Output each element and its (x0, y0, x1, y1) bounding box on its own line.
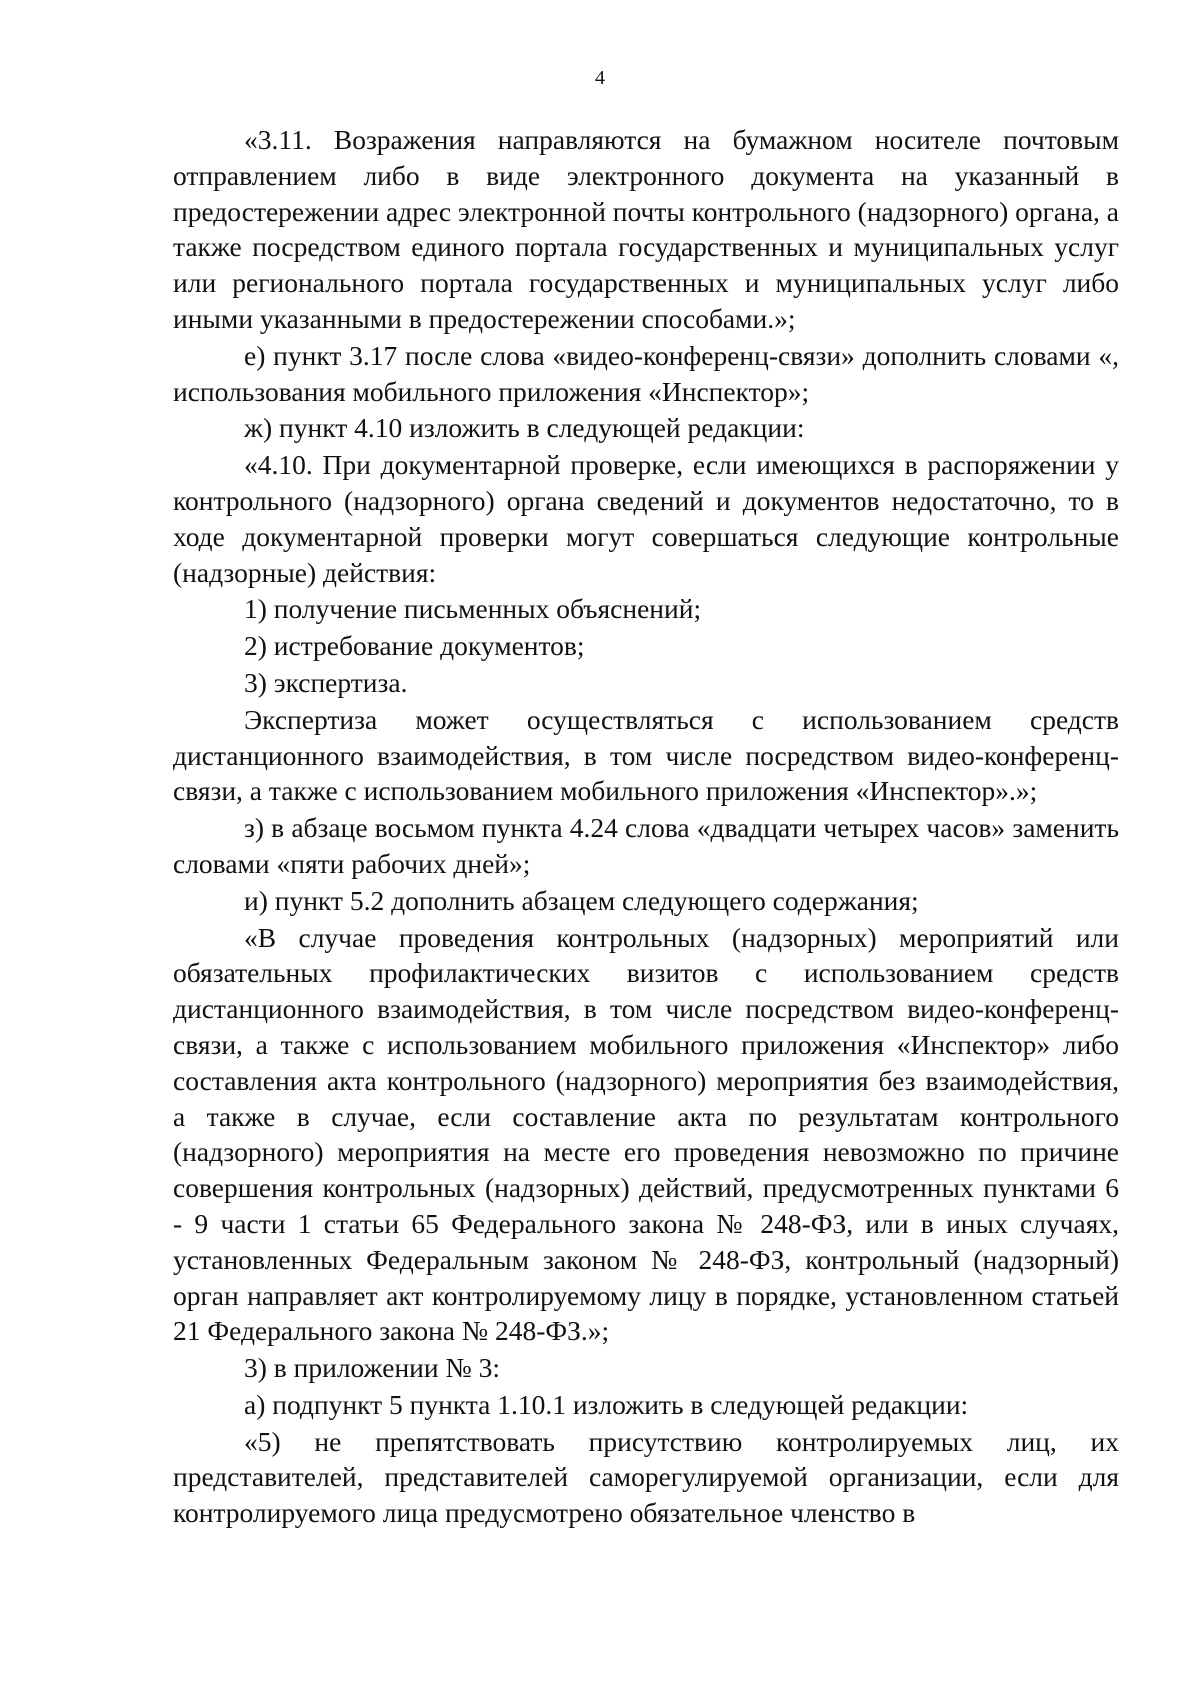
list-item-documents: 2) истребование документов; (244, 630, 585, 662)
paragraph-expertise-remote: Экспертиза может осуществляться с использованием средств дистанционного взаимодействия, в том числе посредством видео-конференц-связи, а также с использованием мобильного приложения «Инспектор».»; (173, 703, 1119, 807)
document-body (173, 122, 1119, 1532)
paragraph-5-2-text: «В случае проведения контрольных (надзорных) мероприятий или обязательных профилактических визитов с использованием средств дистанционного взаимодействия, в том числе посредством видео-конференц-связи, а также с использованием мобильного приложения «Инспектор» либо составления акта контрольного (надзорного) мероприятия без взаимодействия, а также в случае, если составление акта по результатам контрольного (надзорного) мероприятия на месте его проведения невозможно по причине совершения контрольных (надзорных) действий, предусмотренных пунктами 6 - 9 части 1 статьи 65 Федерального закона № 248-ФЗ, или в иных случаях, установленных Федеральным законом № 248-ФЗ, контрольный (надзорный) орган направляет акт контролируемому лицу в порядке, установленном статьей 21 Федерального закона № 248-ФЗ.»; (173, 921, 1119, 1347)
paragraph-amend-3-17: е) пункт 3.17 после слова «видео-конференц-связи» дополнить словами «, использования мобильного приложения «Инспектор»; (173, 339, 1119, 407)
paragraph-3-11-objections: «3.11. Возражения направляются на бумажном носителе почтовым отправлением либо в виде электронного документа на указанный в предостережении адрес электронной почты контрольного (надзорного) органа, а также посредством единого портала государственных и муниципальных услуг или регионального портала государственных и муниципальных услуг либо иными указанными в предостережении способами.»; (173, 124, 1119, 334)
paragraph-amend-1-10-1: а) подпункт 5 пункта 1.10.1 изложить в следующей редакции: (244, 1388, 969, 1420)
list-item-explanations: 1) получение письменных объяснений; (244, 593, 702, 625)
page-number: 4 (595, 67, 605, 89)
paragraph-amend-4-24: з) в абзаце восьмом пункта 4.24 слова «двадцати четырех часов» заменить словами «пяти рабочих дней»; (173, 812, 1119, 879)
paragraph-appendix-3: 3) в приложении № 3: (244, 1352, 500, 1384)
paragraph-amend-4-10: ж) пункт 4.10 изложить в следующей редакции: (244, 412, 805, 444)
paragraph-amend-5-2: и) пункт 5.2 дополнить абзацем следующего содержания; (244, 884, 919, 916)
paragraph-4-10-text: «4.10. При документарной проверке, если имеющихся в распоряжении у контрольного (надзорного) органа сведений и документов недостаточно, то в ходе документарной проверки могут совершаться следующие контрольные (надзорные) действия: (173, 449, 1119, 588)
list-item-expertise: 3) экспертиза. (244, 666, 408, 698)
paragraph-subitem-5: «5) не препятствовать присутствию контролируемых лиц, их представителей, представителей саморегулируемой организации, если для контролируемого лица предусмотрено обязательное членство в (173, 1425, 1119, 1529)
